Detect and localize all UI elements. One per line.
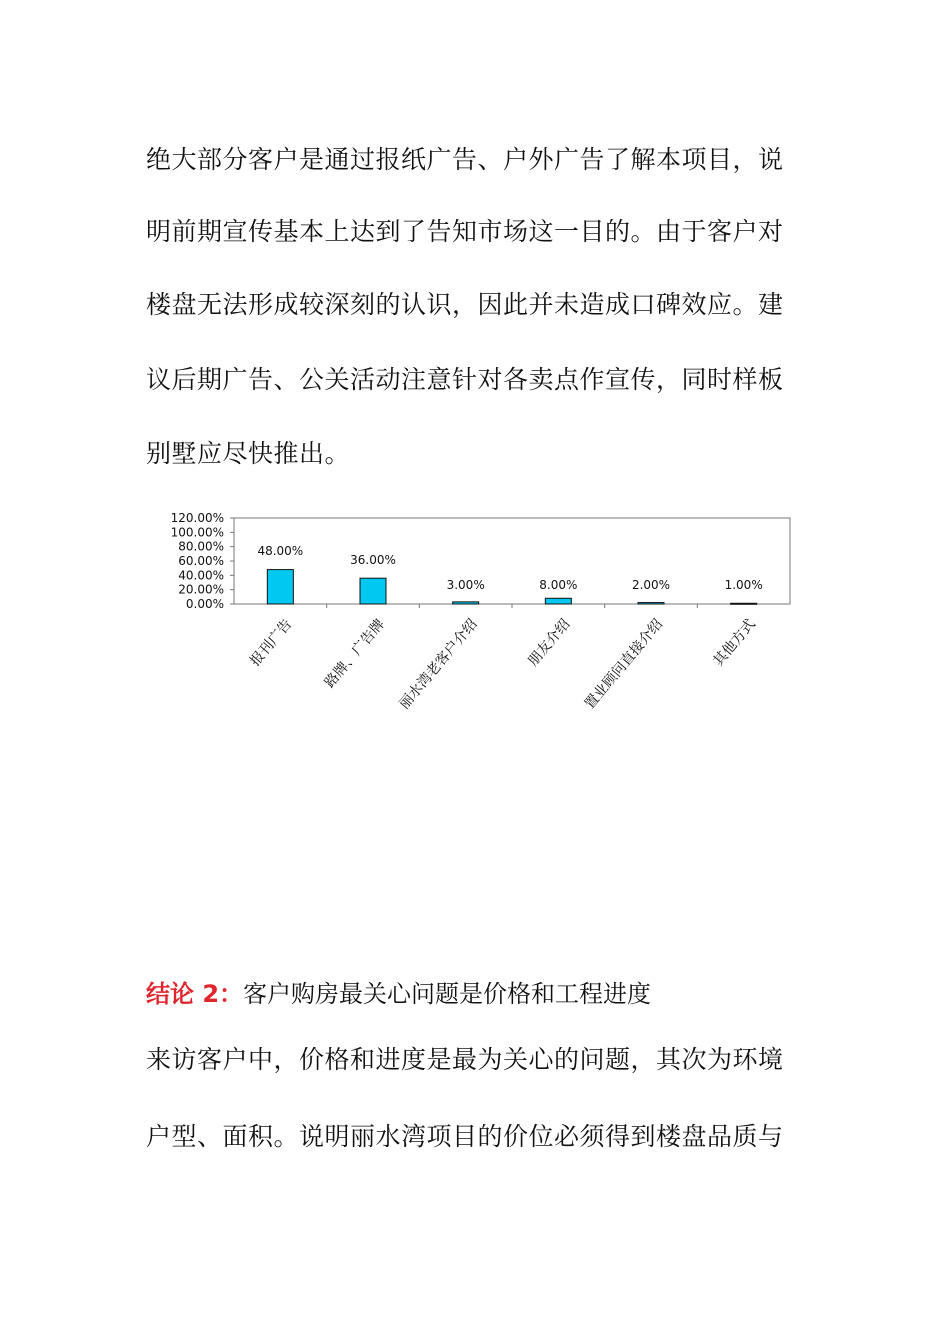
paragraph-1-line-3: 楼盘无法形成较深刻的认识，因此并未造成口碑效应。建: [146, 290, 784, 319]
category-label: 其他方式: [710, 616, 759, 670]
category-label: 报刊广告: [247, 616, 296, 670]
bar-chart: [140, 505, 810, 735]
conclusion-title: 客户购房最关心问题是价格和工程进度: [243, 980, 652, 1008]
bar: [360, 578, 386, 604]
bar: [545, 598, 571, 604]
paragraph-1-line-5: 别墅应尽快推出。: [146, 439, 351, 468]
y-tick-label: 0.00%: [185, 597, 224, 611]
bar: [267, 570, 293, 604]
paragraph-2-line-2: 户型、面积。说明丽水湾项目的价位必须得到楼盘品质与: [146, 1122, 784, 1151]
y-tick-label: 120.00%: [170, 511, 224, 525]
category-label: 路牌、广告牌: [321, 616, 389, 691]
y-tick-label: 20.00%: [178, 582, 224, 597]
data-label: 2.00%: [631, 578, 671, 592]
data-label: 48.00%: [257, 544, 304, 558]
category-label: 丽水湾老客户介绍: [396, 616, 481, 713]
paragraph-1-line-2: 明前期宣传基本上达到了告知市场这一目的。由于客户对: [146, 217, 784, 246]
data-label: 36.00%: [350, 553, 396, 567]
y-tick-label: 40.00%: [178, 568, 224, 583]
bar: [638, 603, 664, 604]
plot-frame: [234, 518, 790, 604]
paragraph-1-line-4: 议后期广告、公关活动注意针对各卖点作宣传，同时样板: [146, 365, 784, 394]
paragraph-2-line-1: 来访客户中，价格和进度是最为关心的问题，其次为环境: [146, 1045, 784, 1074]
y-tick-label: 60.00%: [178, 554, 224, 568]
conclusion-heading: [146, 974, 651, 1009]
data-label: 1.00%: [724, 578, 763, 592]
data-label: 8.00%: [539, 578, 578, 592]
category-label: 朋友介绍: [525, 616, 574, 670]
data-label: 3.00%: [446, 578, 485, 592]
bar: [453, 602, 479, 604]
conclusion-label: 结论 2：: [146, 980, 244, 1008]
paragraph-1-line-1: 绝大部分客户是通过报纸广告、户外广告了解本项目，说: [146, 145, 784, 174]
y-tick-label: 80.00%: [178, 539, 224, 554]
bar: [731, 603, 757, 604]
category-label: 置业顾问直接介绍: [581, 616, 667, 713]
y-tick-label: 100.00%: [170, 525, 224, 540]
